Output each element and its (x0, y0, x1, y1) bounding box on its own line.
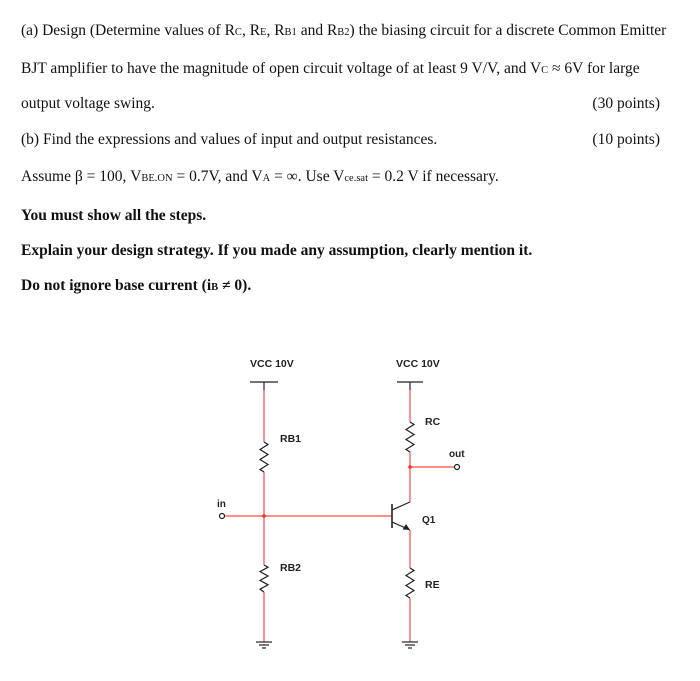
junction-base (262, 514, 266, 518)
part-a-line-2 (21, 60, 640, 80)
base-current-note (21, 277, 251, 297)
part-a-line-3: output voltage swing. (21, 95, 155, 112)
show-steps-note: You must show all the steps. (21, 207, 207, 224)
rb1-label: RB1 (280, 433, 302, 445)
text-run: BJT amplifier to have the magnitude of open circuit voltage of at least 9 V/V, and V (21, 60, 542, 77)
output-label: out (449, 449, 465, 460)
text-run: = 0.7V, and V (172, 168, 263, 185)
text-run: = 0.2 V if necessary. (368, 168, 499, 185)
subscript: BE.ON (141, 173, 173, 184)
text-run: Do not ignore base current (i (21, 277, 212, 294)
text-run: (a) Design (Determine values of R (21, 22, 235, 39)
subscript: C (234, 27, 242, 38)
subscript: E (260, 27, 267, 38)
text-run: = ∞. Use V (270, 168, 345, 185)
text-run: ≈ 6V for large (548, 60, 640, 77)
junction-collector (408, 465, 412, 469)
part-b-points: (10 points) (592, 131, 660, 148)
q1-label: Q1 (422, 515, 436, 526)
assumptions-line (21, 168, 499, 188)
subscript: C (541, 65, 549, 76)
vcc-right-label: VCC 10V (396, 358, 440, 370)
transistor-collector-lead (392, 502, 410, 510)
circuit-diagram (0, 330, 700, 675)
strategy-note: Explain your design strategy. If you made any assumption, clearly mention it. (21, 242, 533, 259)
subscript: B2 (337, 27, 350, 38)
resistor-re (406, 568, 414, 598)
rc-label: RC (425, 416, 441, 428)
wires (225, 390, 454, 642)
input-terminal (220, 514, 225, 519)
output-terminal (455, 465, 460, 470)
rb2-label: RB2 (280, 562, 302, 574)
text-run: and R (296, 22, 338, 39)
text-run: , R (266, 22, 285, 39)
resistor-rc (406, 422, 414, 452)
subscript: ce.sat (344, 173, 368, 184)
subscript: A (262, 173, 271, 184)
text-run: Assume β = 100, V (21, 168, 142, 185)
subscript: B1 (284, 27, 297, 38)
text-run: ≠ 0). (218, 277, 252, 294)
re-label: RE (425, 579, 440, 591)
text-run: ) the biasing circuit for a discrete Common Emitter (349, 22, 667, 39)
vcc-left-label: VCC 10V (250, 358, 294, 370)
part-b-text: (b) Find the expressions and values of input and output resistances. (21, 131, 438, 148)
part-a-points: (30 points) (592, 95, 660, 112)
resistor-rb1 (260, 442, 268, 472)
resistor-rb2 (260, 565, 268, 592)
subscript: B (211, 282, 219, 293)
input-label: in (217, 499, 226, 510)
part-a-line-1 (21, 22, 666, 42)
text-run: , R (241, 22, 261, 39)
